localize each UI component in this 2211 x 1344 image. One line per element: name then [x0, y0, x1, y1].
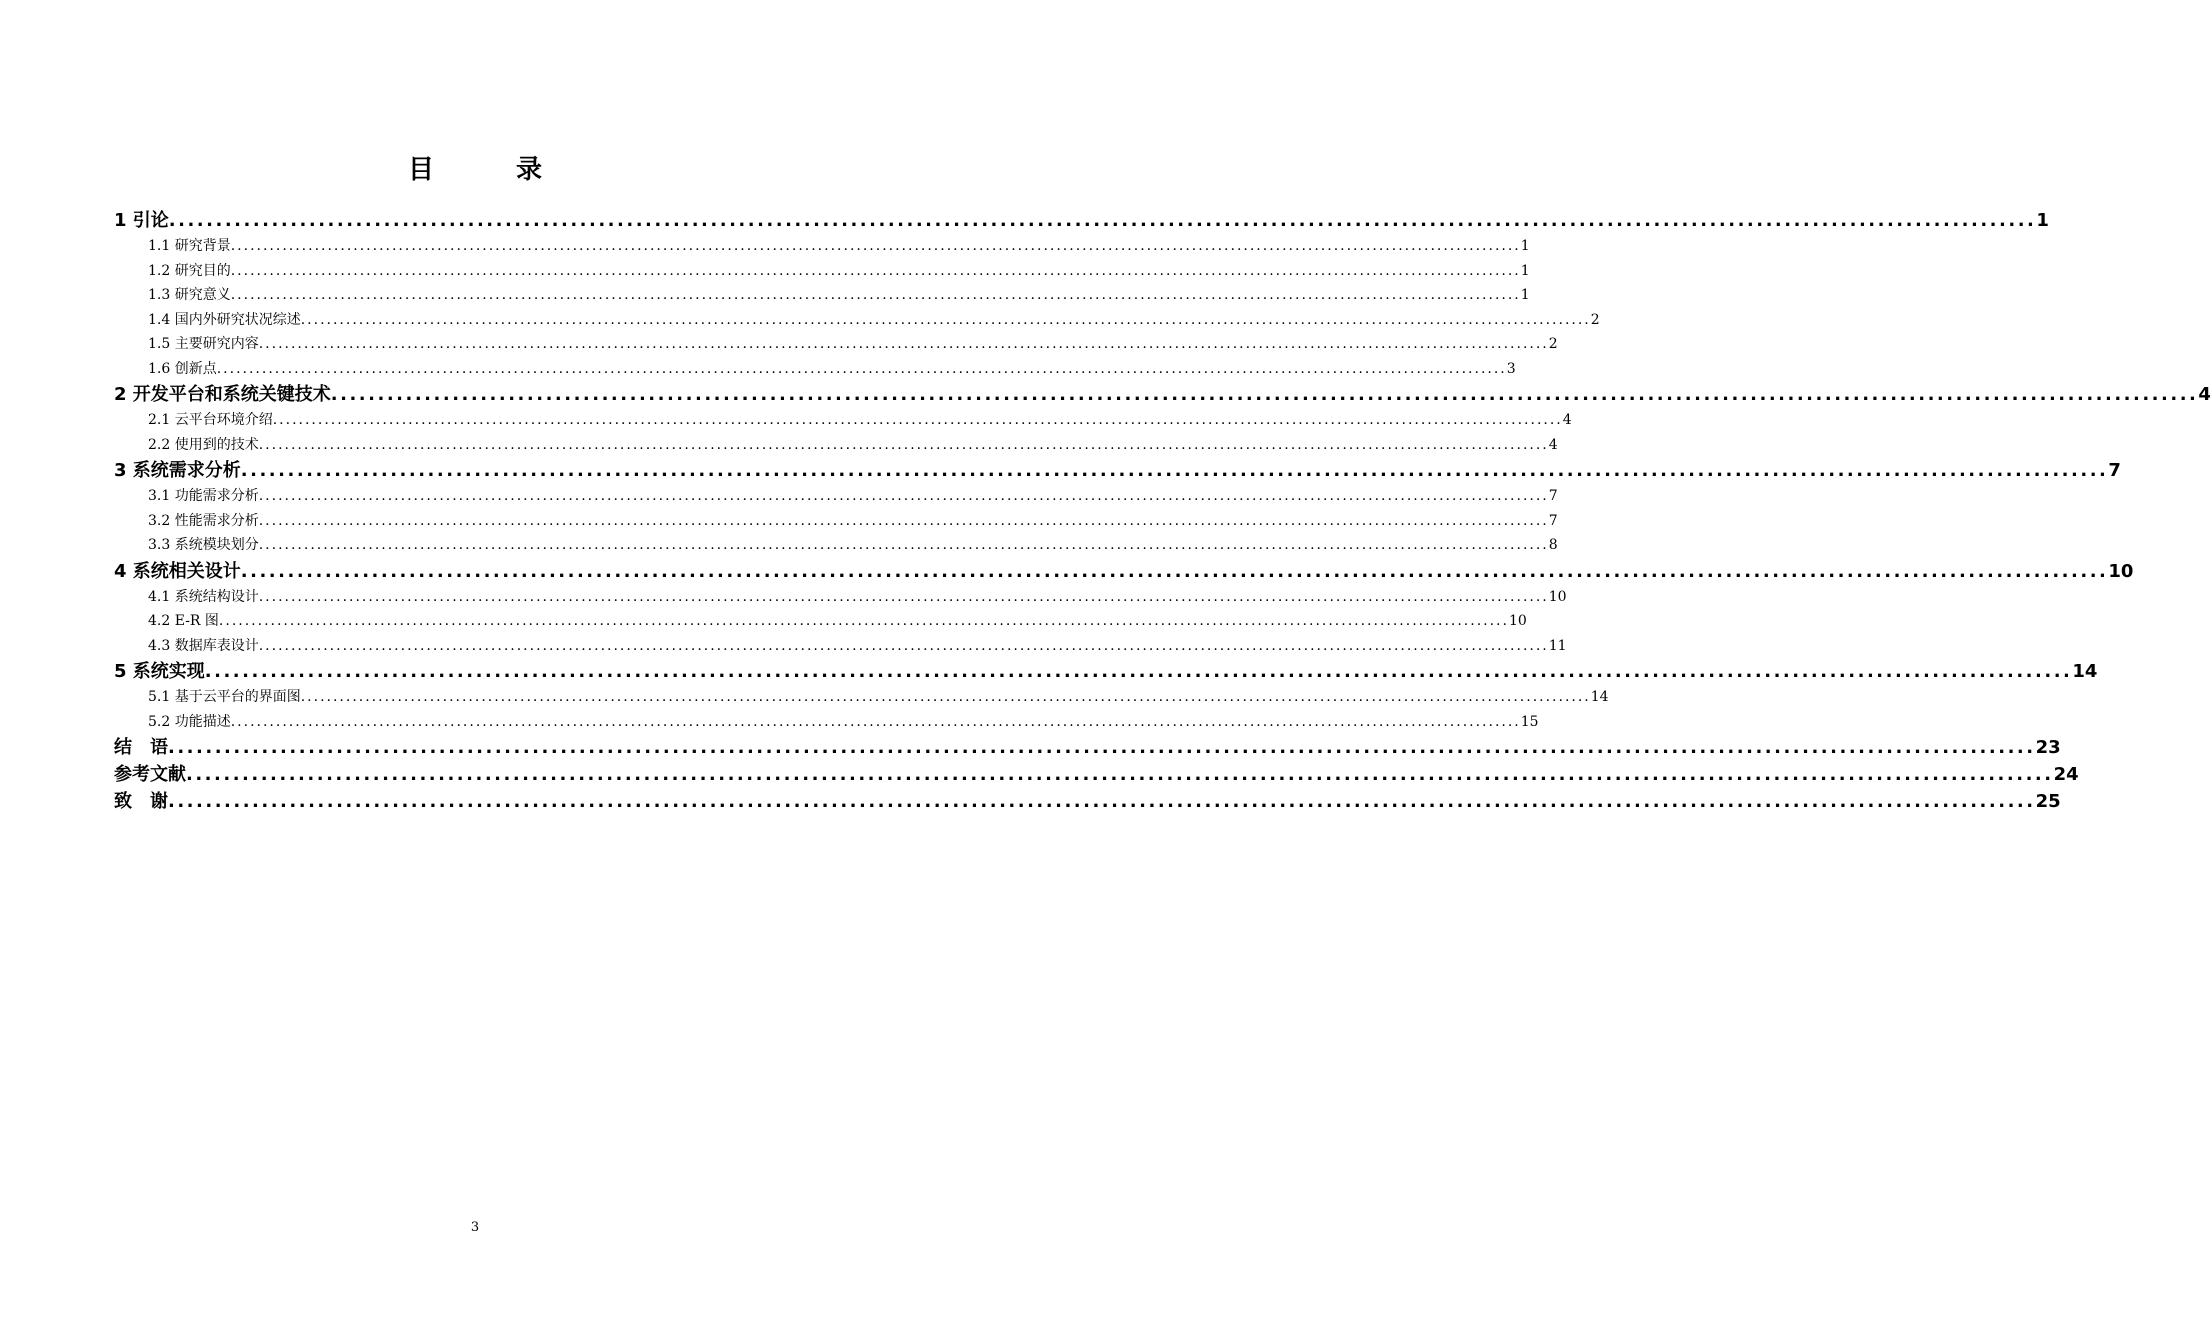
toc-entry-label: 1.4 国内外研究状况综述 — [148, 311, 301, 328]
toc-entry-label: 3 系统需求分析 — [114, 460, 241, 481]
dot-leader: ........................................................................................................................................................................................................ — [330, 384, 2199, 405]
toc-entry-page: 14 — [1590, 689, 1609, 705]
toc-entry-page: 3 — [1506, 360, 1516, 377]
dot-leader: ........................................................................................................................................................................................................ — [272, 412, 1563, 428]
dot-leader: ........................................................................................................................................................................................................ — [258, 537, 1549, 553]
toc-section-entry[interactable] — [114, 585, 1567, 610]
toc-section-entry[interactable] — [114, 283, 1530, 308]
dot-leader: ........................................................................................................................................................................................................ — [258, 588, 1549, 605]
toc-entry-label: 4 系统相关设计 — [114, 560, 241, 582]
toc-entry-label: 5.2 功能描述 — [148, 713, 231, 730]
toc-entry-label: 1.2 研究目的 — [148, 262, 231, 279]
dot-leader: ........................................................................................................................................................................................................ — [168, 210, 2037, 231]
toc-section-entry[interactable] — [114, 308, 1600, 333]
toc-entry-page: 23 — [2035, 737, 2061, 758]
dot-leader: ........................................................................................................................................................................................................ — [168, 791, 2036, 812]
toc-section-entry[interactable] — [114, 484, 1558, 509]
toc-entry-page: 7 — [1548, 488, 1558, 504]
toc-section-entry[interactable] — [114, 609, 1527, 634]
toc-entry-label: 2.1 云平台环境介绍 — [148, 412, 273, 428]
toc-entry-label: 5.1 基于云平台的界面图 — [148, 689, 301, 705]
toc-entry-label: 1 引论 — [114, 210, 169, 231]
toc-section-entry[interactable] — [114, 685, 1609, 710]
toc-entry-page: 2 — [1548, 336, 1558, 352]
toc-chapter-entry[interactable] — [114, 735, 2061, 761]
dot-leader: ........................................................................................................................................................................................................ — [230, 238, 1521, 254]
toc-entry-page: 7 — [1548, 512, 1558, 529]
dot-leader: ........................................................................................................................................................................................................ — [258, 512, 1549, 529]
dot-leader: ........................................................................................................................................................................................................ — [218, 613, 1509, 629]
toc-entry-label: 结 语 — [114, 737, 168, 758]
toc-entry-label: 致 谢 — [114, 791, 168, 812]
toc-entry-page: 24 — [2053, 764, 2079, 785]
toc-chapter-entry[interactable] — [114, 762, 2079, 788]
toc-entry-page: 1 — [2036, 210, 2049, 231]
toc-entry-label: 4.3 数据库表设计 — [148, 637, 259, 654]
dot-leader: ........................................................................................................................................................................................................ — [258, 336, 1549, 352]
dot-leader: ........................................................................................................................................................................................................ — [300, 689, 1591, 705]
dot-leader: ........................................................................................................................................................................................................ — [258, 637, 1549, 654]
dot-leader: ........................................................................................................................................................................................................ — [230, 262, 1521, 279]
toc-chapter-entry[interactable] — [114, 208, 2049, 234]
table-of-contents — [114, 207, 2211, 815]
toc-entry-page: 2 — [1590, 311, 1600, 328]
toc-entry-label: 3.3 系统模块划分 — [148, 537, 259, 553]
toc-section-entry[interactable] — [114, 408, 1572, 433]
toc-section-entry[interactable] — [114, 710, 1539, 735]
toc-entry-page: 14 — [2072, 661, 2098, 682]
toc-entry-label: 1.6 创新点 — [148, 360, 217, 377]
dot-leader: ........................................................................................................................................................................................................ — [258, 488, 1549, 504]
dot-leader: ........................................................................................................................................................................................................ — [186, 764, 2054, 785]
toc-entry-page: 4 — [2198, 384, 2211, 405]
toc-entry-label: 3.2 性能需求分析 — [148, 512, 259, 529]
dot-leader: ........................................................................................................................................................................................................ — [204, 661, 2073, 682]
dot-leader: ........................................................................................................................................................................................................ — [300, 311, 1591, 328]
dot-leader: ........................................................................................................................................................................................................ — [216, 360, 1507, 377]
toc-entry-page: 4 — [1548, 436, 1558, 453]
toc-entry-page: 25 — [2035, 791, 2061, 812]
toc-entry-label: 5 系统实现 — [114, 661, 205, 682]
dot-leader: ........................................................................................................................................................................................................ — [168, 737, 2036, 758]
dot-leader: ........................................................................................................................................................................................................ — [258, 436, 1549, 453]
toc-entry-label: 4.1 系统结构设计 — [148, 588, 259, 605]
toc-entry-page: 8 — [1548, 537, 1558, 553]
toc-entry-page: 10 — [1508, 613, 1527, 629]
toc-entry-page: 1 — [1520, 238, 1530, 254]
toc-section-entry[interactable] — [114, 357, 1516, 382]
dot-leader: ........................................................................................................................................................................................................ — [240, 460, 2109, 481]
toc-entry-label: 1.1 研究背景 — [148, 238, 231, 254]
toc-chapter-entry[interactable] — [114, 559, 2134, 585]
toc-entry-label: 4.2 E-R 图 — [148, 613, 219, 629]
page-number: 3 — [470, 1220, 480, 1235]
toc-entry-page: 10 — [1548, 588, 1567, 605]
toc-entry-label: 1.5 主要研究内容 — [148, 336, 259, 352]
toc-entry-page: 10 — [2108, 560, 2134, 582]
toc-entry-label: 2.2 使用到的技术 — [148, 436, 259, 453]
toc-entry-page: 4 — [1562, 412, 1572, 428]
dot-leader: ........................................................................................................................................................................................................ — [230, 287, 1521, 303]
toc-chapter-entry[interactable] — [114, 458, 2121, 484]
toc-entry-page: 1 — [1520, 287, 1530, 303]
toc-entry-label: 3.1 功能需求分析 — [148, 488, 259, 504]
dot-leader: ........................................................................................................................................................................................................ — [240, 560, 2109, 582]
toc-entry-label: 1.3 研究意义 — [148, 287, 231, 303]
toc-section-entry[interactable] — [114, 533, 1558, 558]
toc-section-entry[interactable] — [114, 433, 1558, 458]
toc-entry-page: 11 — [1548, 637, 1567, 654]
toc-section-entry[interactable] — [114, 259, 1530, 284]
toc-section-entry[interactable] — [114, 634, 1567, 659]
dot-leader: ........................................................................................................................................................................................................ — [230, 713, 1521, 730]
toc-section-entry[interactable] — [114, 332, 1558, 357]
toc-chapter-entry[interactable] — [114, 789, 2061, 815]
toc-entry-page: 1 — [1520, 262, 1530, 279]
toc-chapter-entry[interactable] — [114, 382, 2211, 408]
toc-entry-label: 2 开发平台和系统关键技术 — [114, 384, 331, 405]
toc-entry-page: 7 — [2108, 460, 2121, 481]
toc-section-entry[interactable] — [114, 234, 1530, 259]
toc-section-entry[interactable] — [114, 509, 1558, 534]
toc-title: 目 录 — [407, 155, 570, 185]
toc-chapter-entry[interactable] — [114, 659, 2098, 685]
toc-entry-page: 15 — [1520, 713, 1539, 730]
toc-entry-label: 参考文献 — [114, 764, 186, 785]
